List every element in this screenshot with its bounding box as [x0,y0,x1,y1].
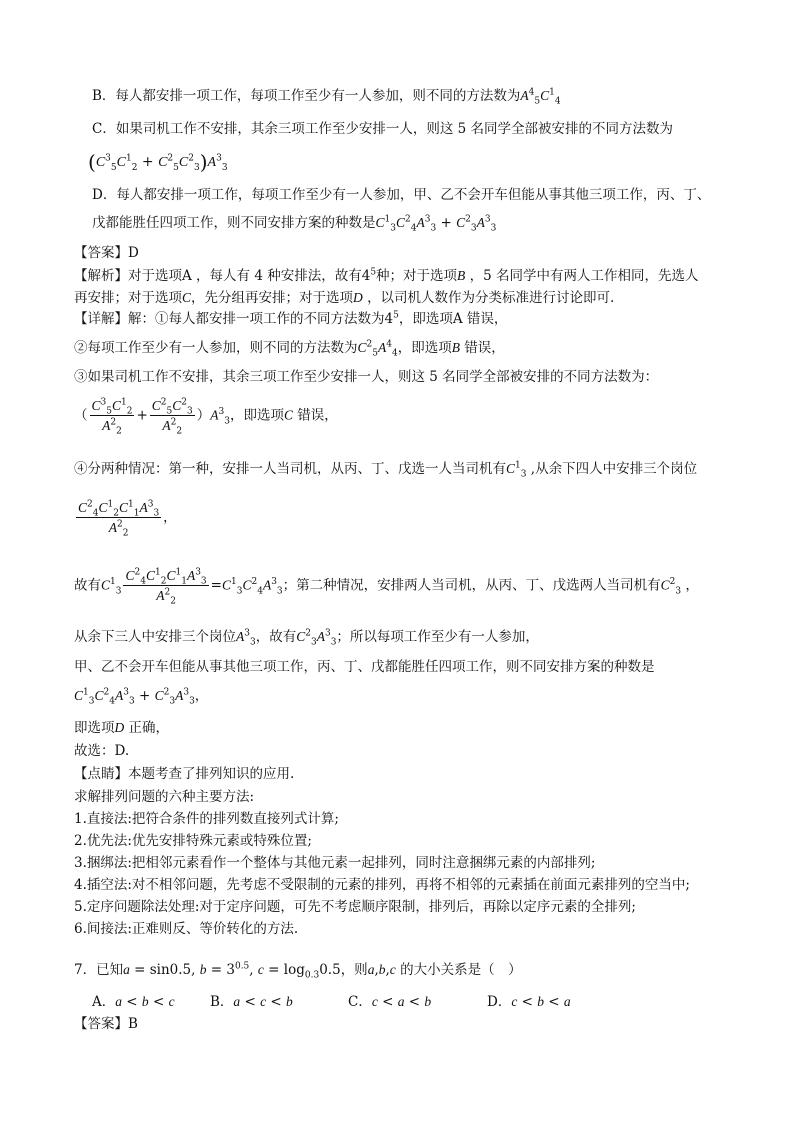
detail-line9: 甲、乙不会开车但能从事其他三项工作，丙、丁、戊都能胜任四项工作，则不同安排方案的种数是 [74,659,655,675]
comment-method-3: 3.捆绑法:把相邻元素看作一个整体与其他元素一起排列，同时注意捆绑元素的内部排列; [74,855,596,871]
detail-line3: ③如果司机工作不安排，其余三项工作至少安排一人，则这 5 名同学全部被安排的不同方法数为： [74,369,659,385]
option-c-formula: $(C^3_5C^1_2 + C^2_5C^2_3)A^3_3$ [88,150,228,174]
option-b: B．每人都安排一项工作，每项工作至少有一人参加，则不同的方法数为$A^4_5C^1_4$ [92,87,561,107]
detail-line10: $C^1_3C^2_4A^3_3 + C^2_3A^3_3$， [74,687,209,707]
comment-title: 【点睛】本题考查了排列知识的应用. [74,766,295,782]
detail-line7: 故有$C^1_3$ $\frac{C^2_4C^1_2C^1_1A^3_3}{A^2_2}$ $=C^1_3C^2_4A^3_3$；第二种情况，安排两人当司机，从丙、丁、戊选两人当司机有$C^2_3$ ， [74,567,699,607]
detail-line6: $\frac{C^2_4C^1_2C^1_1A^3_3}{A^2_2}$ ， [78,499,177,539]
detail-line8: 从余下三人中安排三个岗位$A^3_3$，故有$C^2_3A^3_3$；所以每项工作至少有一人参加， [74,628,539,648]
option-d: D．每人都安排一项工作，每项工作至少有一人参加，甲、乙不会开车但能从事其他三项工作，丙、丁、 [92,187,711,203]
comment-method-4: 4.插空法:对不相邻问题，先考虑不受限制的元素的排列，再将不相邻的元素插在前面元素排列的空当中; [74,877,690,893]
detail-line12: 故选：D. [74,743,130,759]
analysis-line2: 再安排；对于选项C，先分组再安排；对于选项D ，以司机人数作为分类标准进行讨论即可. [74,290,615,306]
detail-line2: ②每项工作至少有一人参加，则不同的方法数为$C^2_5A^4_4$，即选项B 错误， [74,339,505,359]
detail-line11: 即选项D 正确， [74,720,170,736]
question-7-stem: 7．已知a = sin0.5, $b = 3^{0.5}$, $c = \log_{0.3}0.5$，则a,b,c 的大小关系是（ ） [74,961,522,981]
option-d-cont: 戊都能胜任四项工作，则不同安排方案的种数是$C^1_3C^2_4A^3_3 + C^2_3A^3_3$ [92,214,497,234]
q7-option-b: B．a < c < b [210,994,293,1010]
q7-option-a: A．a < b < c [92,994,175,1010]
comment-method-2: 2.优先法:优先安排特殊元素或特殊位置; [74,833,312,849]
option-c: C．如果司机工作不安排，其余三项工作至少安排一人，则这 5 名同学全部被安排的不同方法数为 [92,121,673,137]
detail-line5: ④分两种情况：第一种，安排一人当司机，从丙、丁、戊选一人当司机有$C^1_3$ ,从余下四人中安排三个岗位 [74,460,698,480]
detail-line4: （ $\frac{C^3_5C^1_2}{A^2_2}$ + $\frac{C^2_5C^2_3}{A^2_2}$ ）$A^3_3$，即选项C 错误， [74,397,338,437]
answer-label: 【答案】D [74,245,139,261]
comment-method-1: 1.直接法:把符合条件的排列数直接列式计算; [74,811,339,827]
q7-option-d: D．c < b < a [487,994,571,1010]
q7-option-c: C．c < a < b [348,994,432,1010]
comment-intro: 求解排列问题的六种主要方法: [74,789,255,805]
detail-line1: 【详解】解：①每人都安排一项工作的不同方法数为$4^5$，即选项A 错误， [74,310,508,327]
comment-method-6: 6.间接法:正难则反、等价转化的方法. [74,921,299,937]
analysis-line1: 【解析】对于选项A ，每人有 4 种安排法，故有$4^5$种；对于选项B ，5 名同学中有两人工作相同，先选人 [74,267,699,284]
comment-method-5: 5.定序问题除法处理:对于定序问题，可先不考虑顺序限制，排列后，再除以定序元素的全排列; [74,899,636,915]
answer2-label: 【答案】B [74,1016,138,1032]
